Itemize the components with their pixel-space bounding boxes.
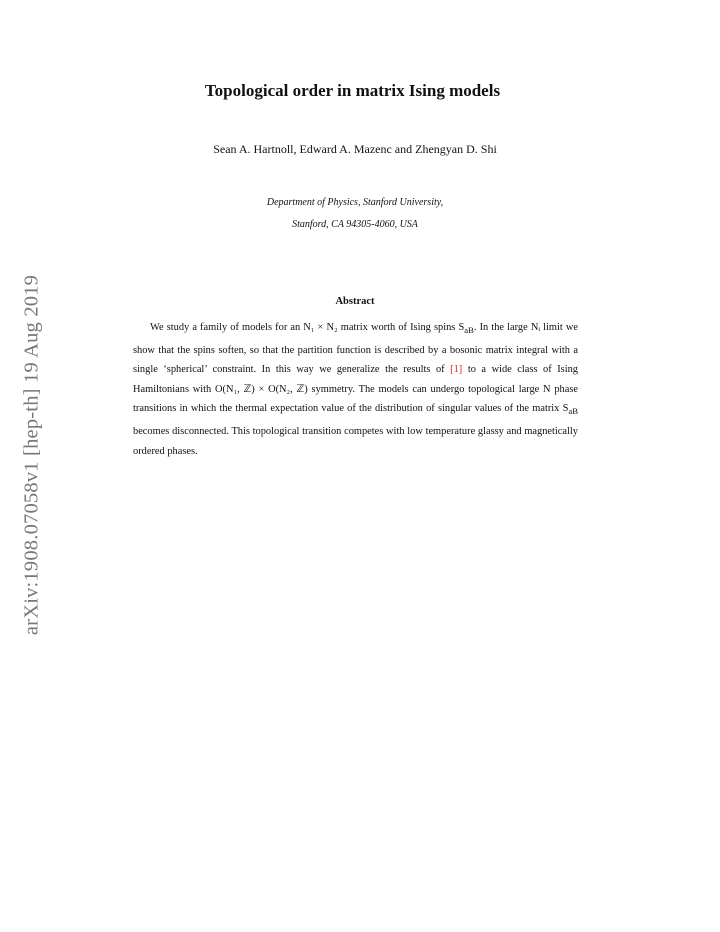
abstract-body — [133, 318, 578, 461]
abstract-text-4: becomes disconnected. This topological transition competes with low temperature glassy and magnetically ordered phases. — [133, 426, 578, 457]
abstract-subscript-1: aB — [464, 325, 474, 336]
abstract-text-3: to a wide class of Ising Hamiltonians with O(N₁, ℤ) × O(N₂, ℤ) symmetry. The models can undergo topological large N phase transitions in which the thermal expectation value of the distribution of singular values of the matrix S — [133, 364, 578, 415]
citation-link[interactable]: [1] — [450, 364, 463, 376]
abstract-subscript-2: aB — [568, 406, 578, 417]
paper-title: Topological order in matrix Ising models — [204, 81, 501, 100]
affiliation-line-2: Stanford, CA 94305-4060, USA — [292, 219, 418, 230]
affiliation-line-1: Department of Physics, Stanford University, — [266, 197, 444, 208]
abstract-text-1: We study a family of models for an N₁ × N₂ matrix worth of Ising spins S — [150, 322, 465, 333]
author-list: Sean A. Hartnoll, Edward A. Mazenc and Zhengyan D. Shi — [213, 142, 497, 156]
abstract-heading: Abstract — [335, 296, 375, 307]
abstract-text-2: . In the large Nᵢ limit we show that the spins soften, so that the partition function is described by a bosonic matrix integral with a single ‘spherical’ constraint. In this way we generalize the results of — [133, 322, 578, 376]
arxiv-identifier-stamp: arXiv:1908.07058v1 [hep-th] 19 Aug 2019 — [20, 274, 43, 636]
